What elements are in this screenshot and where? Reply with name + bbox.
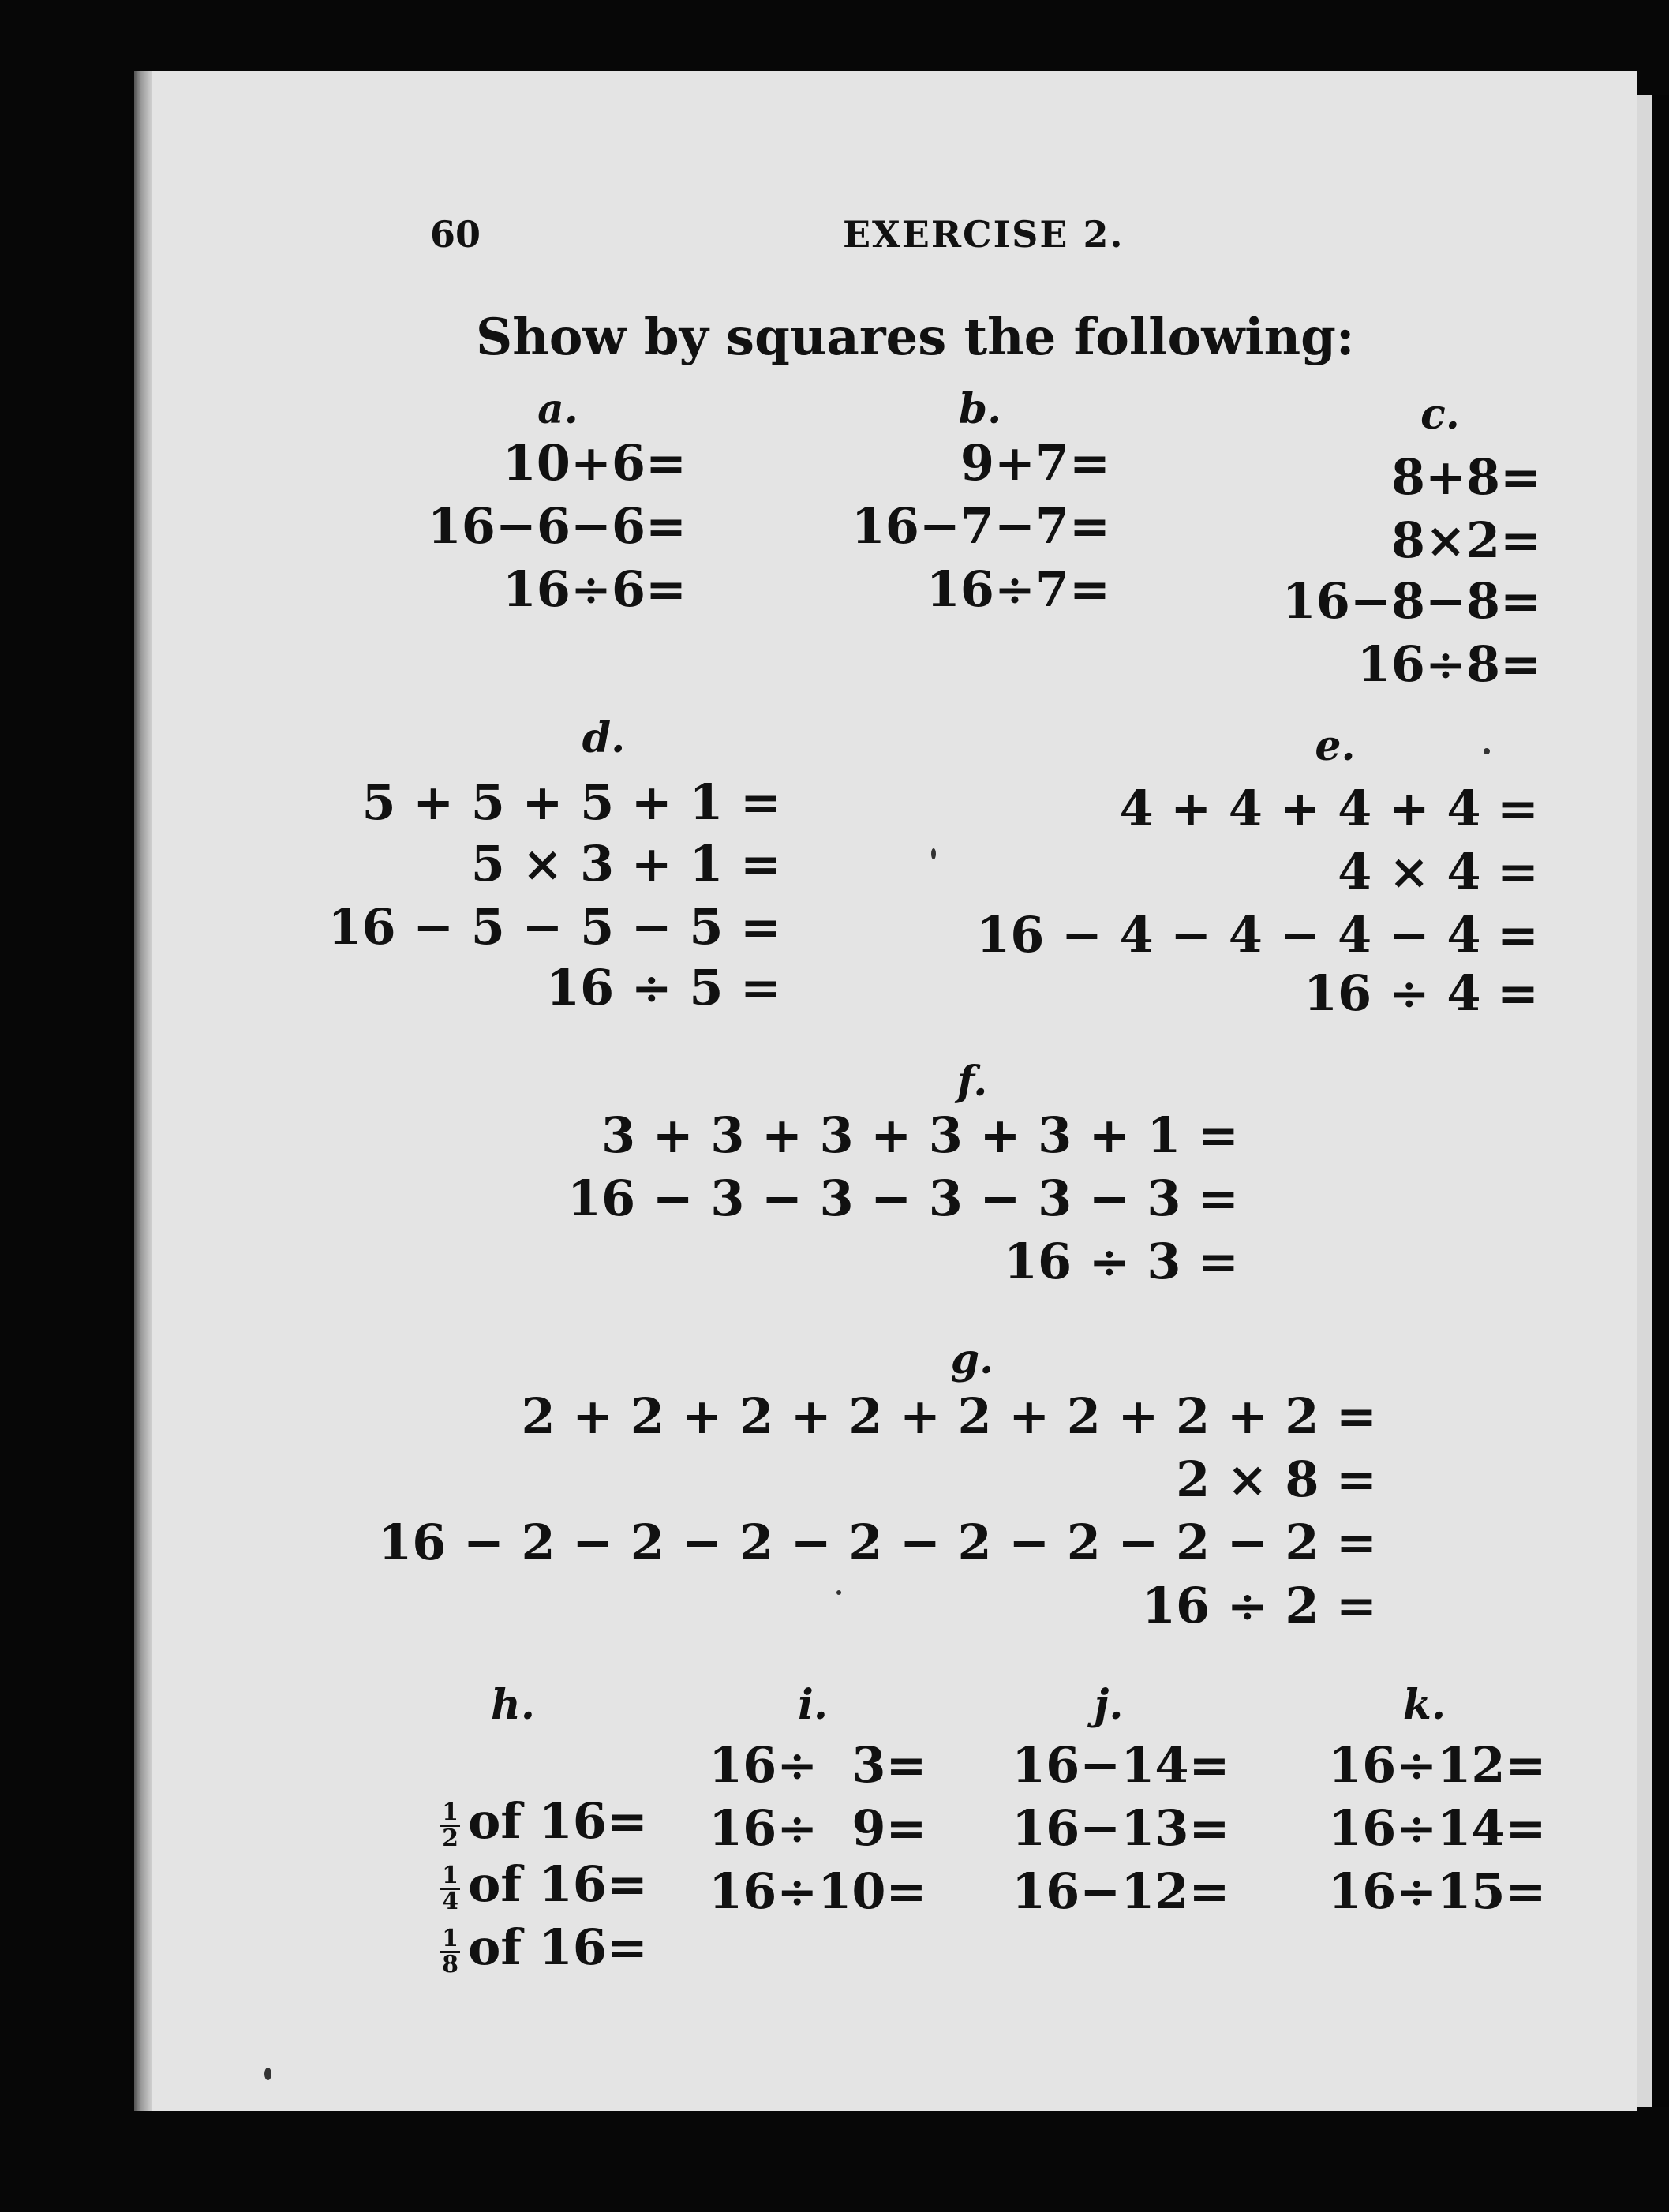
scan-speck <box>836 1590 841 1595</box>
section-h-line-3: $\frac{1}{8}$ of 16= <box>442 1918 648 1978</box>
section-g-line-1: 2 + 2 + 2 + 2 + 2 + 2 + 2 + 2 = <box>521 1387 1377 1445</box>
section-a-label: a. <box>537 385 578 433</box>
section-b-label: b. <box>958 385 1002 433</box>
exercise-title: EXERCISE 2. <box>843 213 1125 256</box>
section-i-line-2: 16÷ 9= <box>709 1799 927 1857</box>
section-c-line-4: 16÷8= <box>1357 635 1541 693</box>
section-k-line-2: 16÷14= <box>1328 1799 1547 1857</box>
section-f-label: f. <box>956 1057 988 1106</box>
section-c-line-1: 8+8= <box>1390 448 1541 506</box>
section-e-label: e. <box>1315 722 1356 770</box>
section-j-line-1: 16−14= <box>1012 1736 1230 1794</box>
section-c-label: c. <box>1420 391 1460 439</box>
section-k-line-1: 16÷12= <box>1328 1736 1547 1794</box>
section-c-line-3: 16−8−8= <box>1282 572 1541 630</box>
page-number: 60 <box>430 213 481 256</box>
scan-speck <box>931 848 936 859</box>
page-binding-edge <box>134 71 152 2111</box>
section-f-line-3: 16 ÷ 3 = <box>1003 1233 1239 1290</box>
section-a-line-2: 16−6−6= <box>427 497 687 555</box>
section-d-line-2: 5 × 3 + 1 = <box>470 835 781 893</box>
section-a-line-1: 10+6= <box>502 434 687 492</box>
section-g-line-4: 16 ÷ 2 = <box>1141 1577 1377 1634</box>
section-j-line-3: 16−12= <box>1012 1862 1230 1920</box>
section-e-line-4: 16 ÷ 4 = <box>1303 964 1539 1022</box>
section-h-line-1: $\frac{1}{2}$ of 16= <box>442 1792 648 1852</box>
section-g-line-2: 2 × 8 = <box>1176 1450 1377 1508</box>
section-h-line-2: $\frac{1}{4}$ of 16= <box>442 1855 648 1915</box>
section-e-line-3: 16 − 4 − 4 − 4 − 4 = <box>976 906 1539 964</box>
section-j-label: j. <box>1094 1681 1124 1729</box>
section-d-label: d. <box>582 714 626 762</box>
section-d-line-4: 16 ÷ 5 = <box>545 959 781 1016</box>
section-d-line-3: 16 − 5 − 5 − 5 = <box>327 898 781 956</box>
section-k-line-3: 16÷15= <box>1328 1862 1547 1920</box>
section-i-line-3: 16÷10= <box>709 1862 927 1920</box>
section-b-line-1: 9+7= <box>960 434 1110 492</box>
section-g-line-3: 16 − 2 − 2 − 2 − 2 − 2 − 2 − 2 − 2 = <box>378 1514 1377 1571</box>
section-b-line-3: 16÷7= <box>926 560 1110 618</box>
section-k-label: k. <box>1402 1681 1446 1729</box>
section-h-label: h. <box>491 1681 535 1729</box>
fraction: $\frac{1}{2}$ <box>442 1798 459 1852</box>
section-i-label: i. <box>798 1681 828 1729</box>
instruction-text: Show by squares the following: <box>476 308 1355 367</box>
scan-speck <box>264 2068 271 2080</box>
section-j-line-2: 16−13= <box>1012 1799 1230 1857</box>
section-b-line-2: 16−7−7= <box>851 497 1110 555</box>
section-c-line-2: 8×2= <box>1390 511 1541 569</box>
scan-speck <box>1484 748 1490 754</box>
section-g-label: g. <box>950 1335 994 1383</box>
section-a-line-3: 16÷6= <box>502 560 687 618</box>
page-right-edge <box>1637 95 1669 2107</box>
fraction: $\frac{1}{4}$ <box>442 1861 459 1915</box>
section-e-line-2: 4 × 4 = <box>1338 843 1539 900</box>
section-i-line-1: 16÷ 3= <box>709 1736 927 1794</box>
fraction: $\frac{1}{8}$ <box>442 1924 459 1978</box>
section-f-line-2: 16 − 3 − 3 − 3 − 3 − 3 = <box>567 1170 1239 1227</box>
section-f-line-1: 3 + 3 + 3 + 3 + 3 + 1 = <box>601 1106 1239 1164</box>
section-e-line-1: 4 + 4 + 4 + 4 = <box>1119 780 1539 837</box>
section-d-line-1: 5 + 5 + 5 + 1 = <box>361 773 781 831</box>
